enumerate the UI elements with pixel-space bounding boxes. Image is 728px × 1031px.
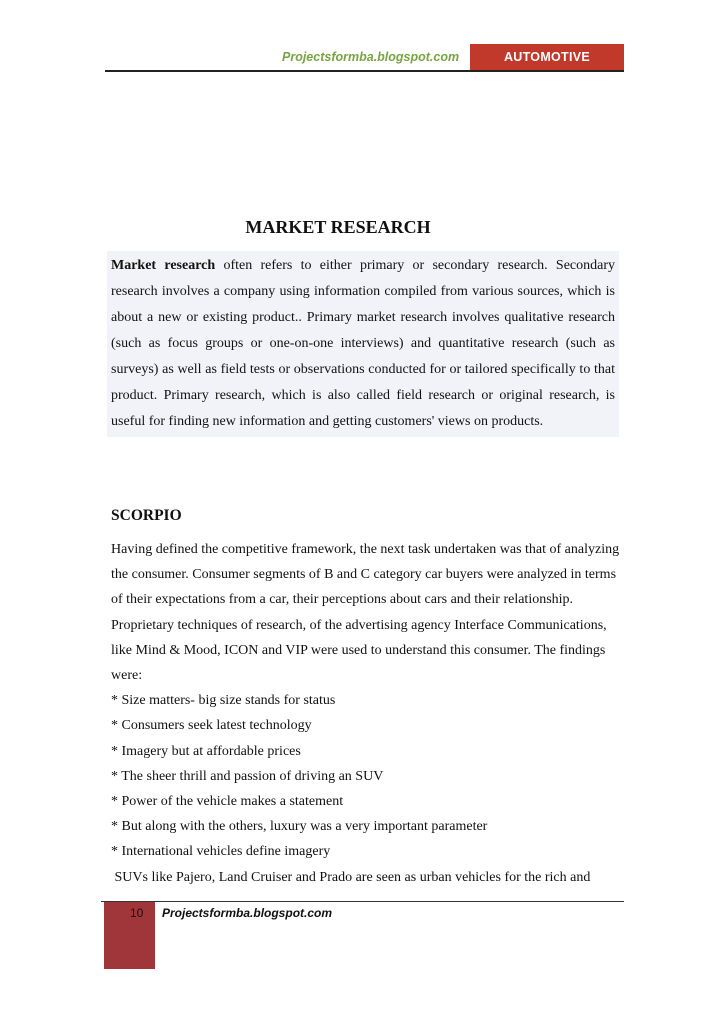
market-research-lead: Market research <box>111 258 216 273</box>
scorpio-body <box>111 537 623 890</box>
scorpio-closing-line: SUVs like Pajero, Land Cruiser and Prado are seen as urban vehicles for the rich and <box>111 869 591 885</box>
header-site-label: Projectsformba.blogspot.com <box>282 50 460 64</box>
finding-item: * Power of the vehicle makes a statement <box>111 794 344 810</box>
footer-divider <box>101 901 624 902</box>
header-section-tab: AUTOMOTIVE <box>470 44 624 71</box>
footer-site-label: Projectsformba.blogspot.com <box>162 906 333 920</box>
finding-item: * Size matters- big size stands for status <box>111 693 336 709</box>
finding-item: * Consumers seek latest technology <box>111 718 312 734</box>
market-research-text: often refers to either primary or secondary research. Secondary research involves a company using information compiled from various sources, which is about a new or existing product.. Primary market research involves qualitative research (such as focus groups or one-on-one interviews) and quantitative research (such as surveys) as well as field tests or observations conducted for or tailored specifically to that product. Primary research, which is also called field research or original research, is useful for finding new information and getting customers' views on products. <box>111 258 615 429</box>
page-title <box>0 217 728 238</box>
page-title-text: MARKET RESEARCH <box>245 217 431 237</box>
page-number: 10 <box>130 906 144 920</box>
finding-item: * International vehicles define imagery <box>111 844 331 860</box>
market-research-block <box>107 251 619 437</box>
market-research-paragraph <box>107 251 619 437</box>
finding-item: * But along with the others, luxury was a very important parameter <box>111 819 488 835</box>
finding-item: * Imagery but at affordable prices <box>111 743 301 759</box>
findings-list <box>111 688 623 864</box>
section-heading-scorpio: SCORPIO <box>111 507 182 524</box>
finding-item: * The sheer thrill and passion of driving an SUV <box>111 768 384 784</box>
scorpio-paragraph: Having defined the competitive framework, the next task undertaken was that of analyzing the consumer. Consumer segments of B and C category car buyers were analyzed in terms of their expectations from a car, their perceptions about cars and their relationship. Proprietary techniques of research, of the advertising agency Interface Communications, like Mind & Mood, ICON and VIP were used to understand this consumer. The findings were: <box>111 542 620 684</box>
header-divider <box>105 70 624 72</box>
